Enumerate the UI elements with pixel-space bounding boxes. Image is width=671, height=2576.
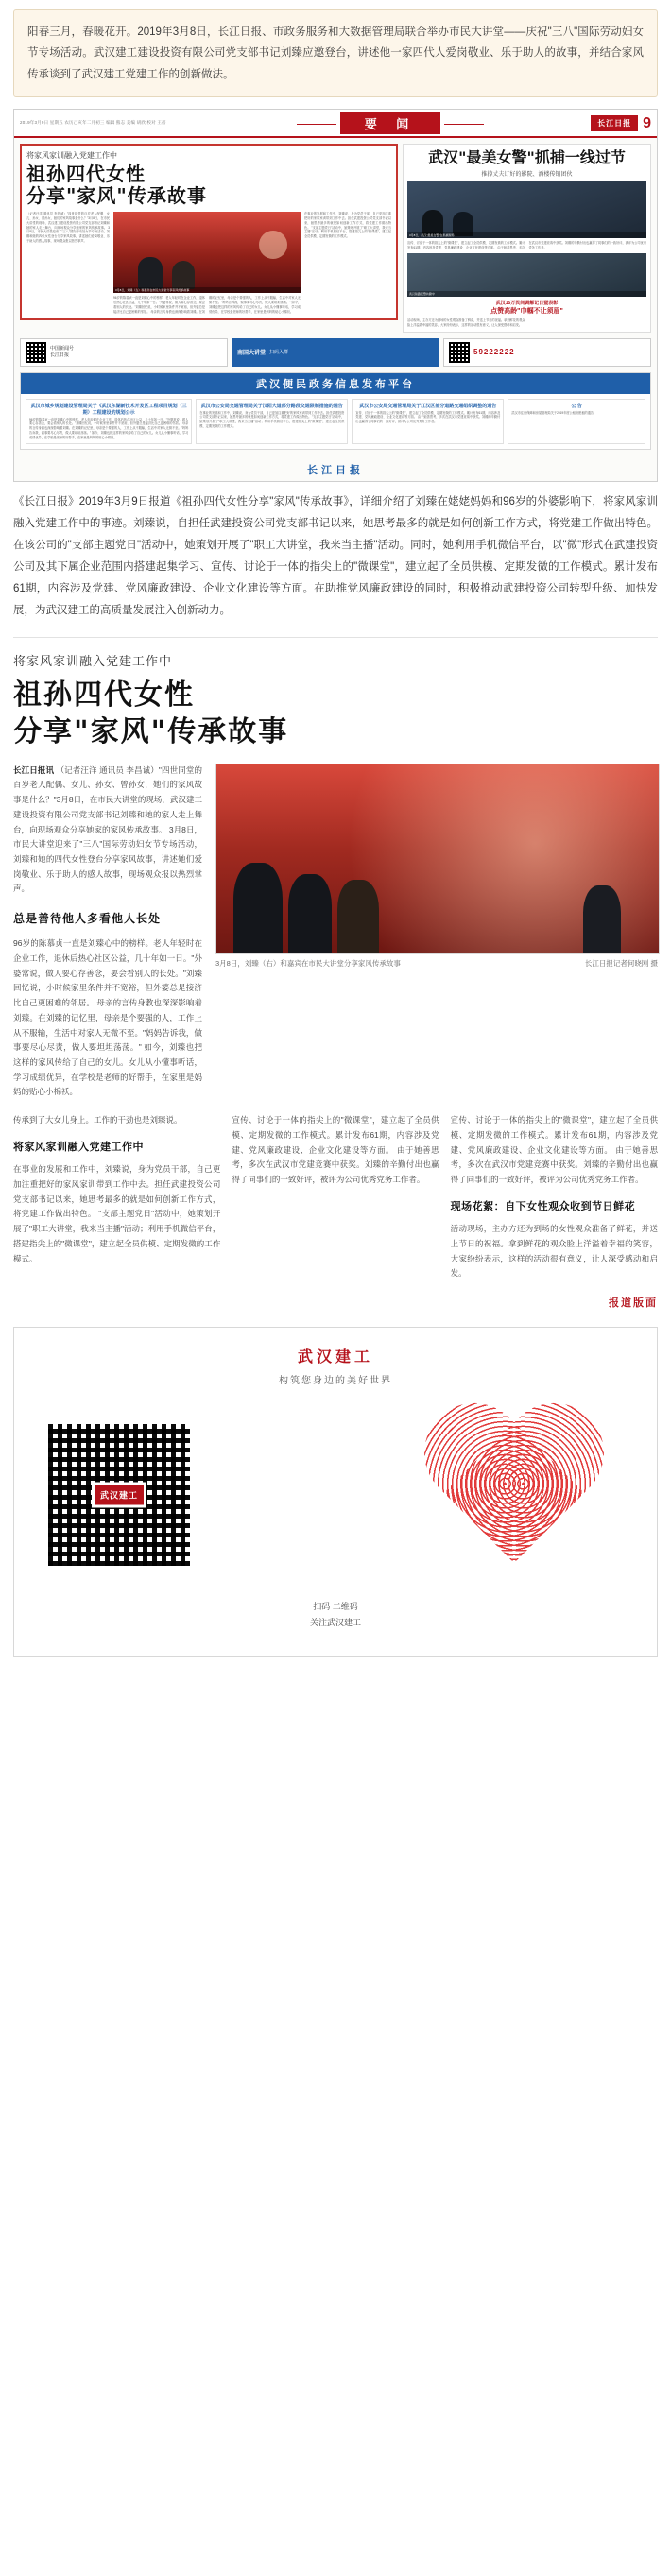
ad-subtitle: 构筑您身边的美好世界: [279, 1376, 392, 1386]
ad-footer-line1: 扫码 二维码: [313, 1602, 358, 1611]
article-dateline: 长江日报讯: [13, 764, 55, 775]
qr-code-icon: [26, 342, 46, 363]
right-feature: [403, 144, 651, 332]
feature-photo: [113, 212, 301, 293]
qr-label-1: 中国新闻号 长江日报: [50, 345, 75, 358]
platform-body: [21, 394, 650, 449]
document-page: [0, 9, 671, 1657]
notice-0-text: 96岁的陈慕贞一直是刘臻心中的榜样。老人年轻时在企业工作，退休后热心社区公益，几十年如一日。"外婆常说，做人要心存善念，要会看别人的长处。"刘臻回忆说，小时候家里条件并不宽裕，但外婆总是接济比自己更困难的邻居。 母亲的言传身教也深深影响着刘臻。在刘臻的记忆里，母亲是个要强的人，工作上从不服输，生活中对家人无微不至。"妈妈告诉我，做事要尽心尽责，做人要坦坦荡荡。" 如今，刘臻也把这样的家风传给了自己的女儿。女儿从小懂事听话，学习成绩优异，在学校是老师的好帮手，在家里是妈妈的贴心小棉袄。: [29, 417, 189, 439]
article-col-1-subhead: 将家风家训融入党建工作中: [13, 1141, 144, 1153]
ad-footer-line2: 关注武汉建工: [309, 1618, 361, 1628]
newspaper-right-column: [403, 144, 651, 332]
notice-1-text: 在事业的发展和工作中，刘臻说，身为党员干部，自己更加注重把好的家风家训带到工作中去。担任武建投资公司党支部书记以来，她思考最多的就是如何创新工作方式，将党建工作做出特色。 "支部主题党日"活动中，她策划开展了"职工大讲堂，我来当主播"活动；利用手机微信平台，搭建指尖上的"微课堂"，建立起全员供模、定期发微的工作模式。: [199, 410, 345, 429]
photo-silhouette-1: [233, 863, 283, 953]
article-photo: [215, 764, 660, 954]
article-title-line1: 祖孙四代女性: [13, 678, 195, 712]
notice-0-title: 武汉市城乡规划建设管理局关于《武汉东湖新技术开发区工程项目规划（三期）工程建设的规划公示: [30, 403, 187, 416]
ad-qr-code[interactable]: [43, 1418, 196, 1571]
masthead-meta: 2019年3月9日 星期五 农历己亥年二月初三 编辑 熊志 美编 胡欣 校对 王蓓: [20, 120, 166, 126]
fingerprint-heart-icon: [415, 1407, 613, 1582]
right-headline: 武汉"最美女警"抓捕一线过节: [428, 148, 626, 167]
right-text: 宣传、讨论于一体的指尖上的"微课堂"，建立起了全员供模、定期发微的工作模式。累计发布61期，内容涉及党建、党风廉政建设、企业文化建设等方面。 由于她善思考，多次在武汉市党建竞赛中获奖。刘臻的辛勤付出也赢得了同事们的一致好评，被评为公司优秀党务工作者。: [407, 241, 646, 250]
notice-0: [26, 399, 192, 444]
qr-code-icon-2: [449, 342, 470, 363]
newspaper-main-column: [20, 144, 398, 332]
notice-2: [352, 399, 504, 444]
article-photo-caption: 3月8日，刘臻（右）和嘉宾在市民大讲堂分享家风传承故事: [215, 958, 401, 968]
ad-title: 武汉建工: [297, 1349, 373, 1365]
qr-label-4: 扫码入群: [269, 350, 289, 356]
qr-box-3: [443, 338, 651, 367]
article-kicker: 将家风家训融入党建工作中: [13, 653, 173, 668]
ad-row: [29, 1407, 642, 1582]
qr-strip: [14, 338, 657, 372]
platform-title: 武汉便民政务信息发布平台: [21, 373, 650, 394]
hotline-number: 59222222: [473, 348, 515, 357]
right-inset-title: 武汉15万民间调解记日暨表彰: [495, 301, 559, 307]
photo-silhouette-3: [337, 880, 379, 953]
article-col-3: [451, 1113, 658, 1281]
notice-2-text: 宣传、讨论于一体的指尖上的"微课堂"，建立起了全员供模、定期发微的工作模式。累计发布61期，内容涉及党建、党风廉政建设、企业文化建设等方面。 由于她善思考，多次在武汉市党建竞赛中获奖。刘臻的辛勤付出也赢得了同事们的一致好评，被评为公司优秀党务工作者。: [355, 410, 501, 424]
article-grid: [13, 764, 658, 1101]
article-left-text: （记者汪洋 通讯员 李昌诚）"四世同堂的百岁老人配偶、女儿、孙女、曾孙女，她们的家风故事是什么？"3月8日，在市民大讲堂的现场，武汉建工建设投资有限公司党支部书记刘臻和她的家人走上舞台，向现场观众分享她家的家风传承故事。 3月8日，市民大讲堂迎来了"三八"国际劳动妇女节专场活动，刘臻和她的四代女性登台分享家风故事，讲述她们爱岗敬业、乐于助人的感人故事，现场观众报以热烈掌声。: [13, 764, 202, 894]
feature-photo-caption: 3月8日，刘臻（左）和嘉宾在市民大讲堂分享家风传承故事: [113, 287, 301, 293]
feature-text-col3: 在事业的发展和工作中，刘臻说，身为党员干部，自己更加注重把好的家风家训带到工作中去。担任武建投资公司党支部书记以来，她思考最多的就是如何创新工作方式，将党建工作做出特色。 "支部主题党日"活动中，她策划开展了"职工大讲堂，我来当主播"活动；利用手机微信平台，搭建指尖上的"微课堂"，建立起全员供模、定期发微的工作模式。: [304, 212, 391, 239]
feature-media: [113, 212, 301, 314]
article-title-line2: 分享"家风"传承故事: [13, 714, 289, 748]
article-left-text-2: 96岁的陈慕贞一直是刘臻心中的榜样。老人年轻时在企业工作，退休后热心社区公益，几十年如一日。"外婆常说，做人要心存善念，要会看别人的长处。"刘臻回忆说，小时候家里条件并不宽裕，但外婆总是接济比自己更困难的邻居。 母亲的言传身教也深深影响着刘臻。在刘臻的记忆里，母亲是个要强的人，工作上从不服输，生活中对家人无微不至。"妈妈告诉我，做事要尽心尽责，做人要坦坦荡荡。" 如今，刘臻也把这样的家风传给了自己的女儿。女儿从小懂事听话，学习成绩优异，在学校是老师的好帮手，在家里是妈妈的贴心小棉袄。: [13, 938, 202, 1097]
right-photo-2-caption: 武汉铁路民警执勤中: [407, 291, 646, 297]
newspaper-body: [14, 138, 657, 337]
advertisement: [13, 1327, 658, 1657]
ad-footer: [29, 1599, 642, 1631]
right-photo-1: [407, 181, 646, 238]
body-paragraph: 《长江日报》2019年3月9日报道《祖孙四代女性分享"家风"传承故事》，详细介绍了刘臻在姥姥妈妈和96岁的外婆影响下，将家风家训融入党建工作中的事迹。刘臻说，自担任武建投资公司党支部书记以来，她思考最多的就是如何创新工作方式，将党建工作做出特色。在该公司的"支部主题党日"活动中，她策划开展了"职工大讲堂，我来当主播"活动。同时，她利用手机微信平台，以"微"形式在武建投资公司及其下属企业范围内搭建起集学习、宣传、讨论于一体的指尖上的"微课堂"，建立起了全员供模、定期发微的工作模式。累计发布61期，内容涉及党建、党风廉政建设、企业文化建设等方面。在助推党风廉政建设的同时，积极推动武建投资公司转型升级、加快发展，为武汉建工的高质量发展注入创新动力。: [13, 495, 658, 616]
article-col-2: [232, 1113, 439, 1281]
notice-3: [508, 399, 645, 444]
newspaper-source: 长江日报: [307, 464, 364, 476]
notice-3-text: 武汉市住房保障和房屋管理局关于2019年度公租房配租的通告: [511, 410, 594, 415]
qr-box-1: [20, 338, 228, 367]
right-inset-sub: 点赞高龄"巾帼不让须眉": [490, 308, 563, 316]
section-banner: 要 闻: [340, 112, 441, 134]
page-number: 9: [643, 114, 651, 131]
notice-3-title: 公 告: [571, 403, 582, 409]
article-col-3-text-2: 活动现场，主办方还为到场的女性观众准备了鲜花，并送上节日的祝福。拿到鲜花的观众脸上洋溢着幸福的笑容，大家纷纷表示，这样的活动很有意义，让人深受感动和启发。: [450, 1224, 658, 1279]
article-col-1-text-2: 在事业的发展和工作中，刘臻说，身为党员干部，自己更加注重把好的家风家训带到工作中去。担任武建投资公司党支部书记以来，她思考最多的就是如何创新工作方式，将党建工作做出特色。 "支部主题党日"活动中，她策划开展了"职工大讲堂，我来当主播"活动；利用手机微信平台，搭建指尖上的"微课堂"，建立起全员供模、定期发微的工作模式。: [13, 1164, 221, 1263]
article-three-columns: [13, 1113, 658, 1281]
article-photo-caption-row: [215, 958, 658, 969]
feature-text-col1: （记者汪洋 通讯员 李昌诚）"四世同堂的百岁老人配偶、女儿、孙女、曾孙女，她们的家风故事是什么？"3月8日，在市民大讲堂的现场，武汉建工建设投资有限公司党支部书记刘臻和她的家人走上舞台，向现场观众分享她家的家风传承故事。 3月8日，市民大讲堂迎来了"三八"国际劳动妇女节专场活动，刘臻和她的四代女性登台分享家风故事，讲述她们爱岗敬业、乐于助人的感人故事，现场观众报以热烈掌声。: [26, 212, 110, 244]
article-col-1: [13, 1113, 220, 1281]
right-photo-caption: 3月8日，武汉"最美女警"在抓捕现场: [407, 232, 646, 238]
article-col-3-text: 宣传、讨论于一体的指尖上的"微课堂"，建立起了全员供模、定期发微的工作模式。累计发布61期，内容涉及党建、党风廉政建设、企业文化建设等方面。 由于她善思考，多次在武汉市党建竞赛中获奖。刘臻的辛勤付出也赢得了同事们的一致好评，被评为公司优秀党务工作者。: [450, 1115, 658, 1185]
feature-headline-line2: 分享"家风"传承故事: [26, 184, 207, 208]
feature-article: [20, 144, 398, 320]
feature-kicker: 将家风家训融入党建工作中: [26, 151, 117, 161]
article-section-label: 报道版面: [609, 1297, 658, 1309]
newspaper-logo: [591, 115, 651, 132]
article-left-subhead: 总是善待他人多看他人长处: [13, 912, 162, 926]
ad-qr-badge: 武汉建工: [92, 1482, 146, 1507]
newspaper-page: [13, 109, 658, 481]
photo-silhouette-4: [583, 885, 621, 953]
feature-headline-line1: 祖孙四代女性: [26, 163, 146, 186]
article-col-3-subhead: 现场花絮：自下女性观众收到节日鲜花: [450, 1200, 636, 1212]
feature-headline: [26, 163, 391, 207]
article-photo-credit: 长江日报记者何晓刚 摄: [584, 958, 658, 968]
photo-silhouette-2: [288, 874, 332, 953]
section-banner-wrap: [190, 112, 591, 134]
article-col-1-text: 传承到了大女儿身上。工作的干劲也是刘臻说。: [13, 1115, 182, 1125]
feature-columns: [26, 212, 391, 314]
notice-1: [196, 399, 348, 444]
qr-box-2: [232, 338, 439, 367]
notice-1-title: 武汉市公安局交通管理局关于汉阳大道部分路段交通限制措施的通告: [200, 403, 343, 409]
platform-section: [20, 372, 651, 450]
article-col-2-text: 宣传、讨论于一体的指尖上的"微课堂"，建立起了全员供模、定期发微的工作模式。累计发布61期，内容涉及党建、党风廉政建设、企业文化建设等方面。 由于她善思考，多次在武汉市党建竞赛中获奖。刘臻的辛勤付出也赢得了同事们的一致好评，被评为公司优秀党务工作者。: [232, 1115, 439, 1185]
article-right-column: [215, 764, 658, 969]
article-section: [13, 637, 658, 1310]
right-text-2: 活动现场，主办方还为到场的女性观众准备了鲜花，并送上节日的祝福。拿到鲜花的观众脸上洋溢着幸福的笑容，大家纷纷表示，这样的活动很有意义，让人深受感动和启发。: [407, 318, 525, 327]
right-subhead: 推掉丈夫订好的影院、酒楼传销团伙: [481, 172, 573, 179]
article-title: [13, 677, 658, 750]
article-left-column: [13, 764, 202, 1101]
qr-label-3: 南国大讲堂: [237, 351, 267, 357]
right-photo-2: [407, 253, 646, 297]
newspaper-masthead: [14, 110, 657, 138]
newspaper-logo-text: 长江日报: [591, 115, 638, 131]
notice-2-title: 武汉市公安局交通管理局关于江汉区部分道路交通组织调整的通告: [359, 403, 497, 409]
intro-paragraph: 阳春三月，春暖花开。2019年3月8日，长江日报、市政务服务和大数据管理局联合举办市民大讲堂——庆祝"三八"国际劳动妇女节专场活动。武汉建工建设投资有限公司党支部书记刘臻应邀登台，讲述他一家四代人爱岗敬业、乐于助人的故事，并结合家风传承谈到了武汉建工党建工作的创新做法。: [13, 9, 658, 97]
feature-text-col2: 96岁的陈慕贞一直是刘臻心中的榜样。老人年轻时在企业工作，退休后热心社区公益，几十年如一日。"外婆常说，做人要心存善念，要会看别人的长处。"刘臻回忆说，小时候家里条件并不宽裕，但外婆总是接济比自己更困难的邻居。 母亲的言传身教也深深影响着刘臻。在刘臻的记忆里，母亲是个要强的人，工作上从不服输，生活中对家人无微不至。"妈妈告诉我，做事要尽心尽责，做人要坦坦荡荡。" 如今，刘臻也把这样的家风传给了自己的女儿。女儿从小懂事听话，学习成绩优异，在学校是老师的好帮手，在家里是妈妈的贴心小棉袄。: [113, 296, 301, 314]
